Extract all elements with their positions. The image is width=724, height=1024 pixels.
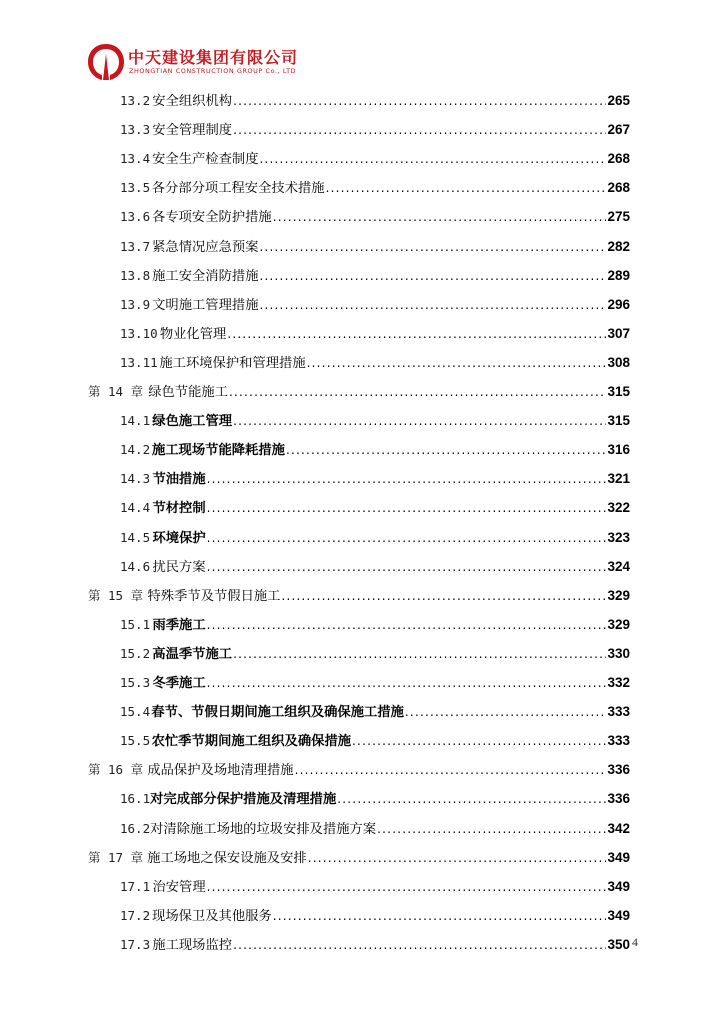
- toc-dot-leader: [352, 731, 606, 751]
- toc-entry-page: 342: [607, 820, 630, 836]
- toc-entry-title: 绿色节能施工: [148, 385, 228, 400]
- toc-dot-leader: [405, 702, 607, 722]
- toc-entry-page: 307: [607, 325, 630, 341]
- toc-dot-leader: [260, 266, 607, 286]
- toc-dot-leader: [286, 440, 607, 460]
- toc-entry[interactable]: [120, 324, 630, 344]
- toc-dot-leader: [233, 91, 606, 111]
- toc-entry-title: 施工现场节能降耗措施: [151, 443, 285, 459]
- toc-entry-title: 雨季施工: [152, 617, 206, 633]
- toc-entry-page: 333: [607, 704, 630, 720]
- toc-entry-page: 322: [607, 500, 630, 516]
- toc-dot-leader: [337, 789, 606, 809]
- toc-entry-number: 13.9: [120, 296, 151, 312]
- toc-dot-leader: [207, 498, 607, 518]
- toc-entry-number: 17.3: [120, 936, 151, 952]
- toc-entry-page: 323: [607, 529, 630, 545]
- toc-entry-number: 15.2: [120, 645, 151, 661]
- toc-entry-title: 紧急情况应急预案: [152, 239, 259, 255]
- toc-entry-title: 节油措施: [152, 472, 206, 488]
- toc-entry-number: 16.2: [120, 820, 151, 836]
- toc-entry-title: 节材控制: [152, 501, 206, 517]
- toc-entry-number: 13.7: [120, 238, 151, 254]
- toc-entry[interactable]: [88, 382, 630, 402]
- toc-entry-title: 现场保卫及其他服务: [152, 908, 272, 924]
- toc-entry-title: 冬季施工: [152, 676, 206, 691]
- toc-entry-page: 349: [607, 878, 630, 894]
- toc-entry-number: 13.6: [120, 209, 151, 225]
- toc-entry[interactable]: [88, 848, 630, 868]
- toc-entry[interactable]: [120, 528, 630, 548]
- toc-dot-leader: [308, 848, 607, 868]
- toc-entry-page: 329: [607, 587, 630, 603]
- toc-entry-page: 332: [607, 675, 630, 690]
- toc-entry-page: 336: [607, 762, 630, 778]
- toc-entry-title: 特殊季节及节假日施工: [147, 588, 281, 604]
- toc-entry-number: 17.2: [120, 907, 151, 923]
- toc-entry-page: 316: [607, 442, 630, 458]
- toc-entry-page: 275: [607, 209, 630, 225]
- toc-entry-number: 15.3: [120, 675, 151, 690]
- toc-dot-leader: [260, 237, 607, 257]
- toc-entry[interactable]: [120, 877, 630, 897]
- company-logo-icon: [86, 42, 126, 82]
- toc-dot-leader: [227, 324, 606, 344]
- toc-entry-page: 329: [607, 616, 630, 632]
- toc-entry-page: 268: [607, 151, 630, 167]
- toc-entry-page: 282: [607, 238, 630, 254]
- toc-entry[interactable]: [120, 819, 630, 839]
- toc-entry-title: 施工环境保护和管理措施: [159, 355, 306, 371]
- toc-entry-title: 物业化管理: [159, 326, 227, 342]
- toc-entry[interactable]: [120, 673, 630, 693]
- toc-entry-title: 绿色施工管理: [152, 414, 233, 430]
- toc-dot-leader: [295, 760, 607, 780]
- toc-entry[interactable]: [120, 295, 630, 315]
- toc-entry[interactable]: [120, 702, 630, 722]
- page-number: 4: [632, 935, 638, 949]
- toc-entry[interactable]: [120, 120, 630, 140]
- toc-dot-leader: [207, 557, 607, 577]
- toc-entry-page: 265: [607, 93, 630, 108]
- toc-entry[interactable]: [120, 440, 630, 460]
- toc-dot-leader: [207, 615, 607, 635]
- toc-entry-title: 安全管理制度: [152, 123, 233, 139]
- toc-entry-title: 施工安全消防措施: [152, 268, 259, 284]
- toc-entry-page: 315: [607, 413, 630, 429]
- toc-entry-title: 春节、节假日期间施工组织及确保施工措施: [151, 705, 404, 721]
- toc-entry-number: 15.4: [120, 704, 151, 720]
- toc-dot-leader: [273, 906, 607, 926]
- toc-entry-title: 施工场地之保安设施及安排: [147, 850, 307, 866]
- toc-entry-title: 各分部分项工程安全技术措施: [151, 181, 325, 197]
- toc-entry-number: 14.5: [120, 529, 151, 545]
- toc-dot-leader: [233, 644, 606, 664]
- toc-entry-page: 268: [607, 180, 630, 196]
- toc-entry-title: 安全生产检查制度: [152, 152, 259, 168]
- toc-entry-title: 扰民方案: [152, 559, 206, 575]
- toc-entry-title: 对完成部分保护措施及清理措施: [150, 792, 337, 808]
- toc-entry-page: 308: [607, 354, 630, 370]
- page-header: [86, 42, 326, 86]
- toc-dot-leader: [260, 295, 607, 315]
- toc-entry-number: 第 17 章: [88, 849, 144, 865]
- toc-entry-number: 13.3: [120, 122, 151, 138]
- toc-entry-page: 267: [607, 122, 630, 138]
- toc-entry-number: 13.5: [120, 180, 151, 196]
- toc-entry-page: 333: [607, 733, 630, 749]
- toc-entry-title: 施工现场监控: [152, 937, 233, 953]
- toc-entry-number: 17.1: [120, 878, 151, 894]
- toc-entry[interactable]: [120, 178, 630, 198]
- toc-entry-number: 13.11: [120, 354, 158, 370]
- toc-entry[interactable]: [120, 353, 630, 373]
- toc-entry-title: 对清除施工场地的垃圾安排及措施方案: [150, 821, 377, 837]
- toc-entry-number: 14.1: [120, 413, 151, 429]
- toc-entry-number: 13.10: [120, 325, 158, 341]
- toc-dot-leader: [377, 819, 606, 839]
- toc-entry-page: 336: [607, 791, 630, 807]
- toc-dot-leader: [307, 353, 607, 373]
- toc-dot-leader: [233, 411, 606, 431]
- toc-entry-number: 14.6: [120, 558, 151, 574]
- toc-entry-number: 13.2: [120, 93, 151, 108]
- toc-entry[interactable]: [120, 789, 630, 809]
- toc-entry[interactable]: [120, 91, 630, 111]
- toc-entry-page: 289: [607, 267, 630, 283]
- toc-entry[interactable]: [120, 266, 630, 286]
- toc-entry-number: 第 16 章: [88, 762, 144, 778]
- toc-entry-number: 第 15 章: [88, 587, 144, 603]
- toc-dot-leader: [233, 935, 606, 955]
- toc-entry[interactable]: [120, 149, 630, 169]
- toc-dot-leader: [229, 382, 606, 402]
- toc-entry-number: 13.4: [120, 151, 151, 167]
- toc-entry-title: 高温季节施工: [152, 646, 233, 662]
- toc-entry-page: 296: [607, 296, 630, 312]
- toc-dot-leader: [326, 178, 607, 198]
- toc-entry-number: 15.5: [120, 733, 151, 749]
- toc-entry-page: 324: [607, 558, 630, 574]
- toc-entry[interactable]: [120, 935, 630, 955]
- toc-entry-page: 349: [607, 849, 630, 865]
- toc-entry-title: 治安管理: [152, 879, 206, 895]
- toc-dot-leader: [207, 469, 607, 489]
- toc-entry-number: 15.1: [120, 616, 151, 632]
- toc-entry-page: 349: [607, 907, 630, 923]
- toc-entry[interactable]: [120, 207, 630, 227]
- toc-entry-page: 321: [607, 471, 630, 487]
- toc-entry[interactable]: [120, 906, 630, 926]
- toc-entry-number: 16.1: [120, 791, 151, 807]
- toc-entry-number: 13.8: [120, 267, 151, 283]
- toc-entry[interactable]: [88, 586, 630, 606]
- company-name-en: ZHONGTIAN CONSTRUCTION GROUP Co., LTD: [129, 67, 297, 75]
- toc-entry[interactable]: [120, 411, 630, 431]
- toc-entry-title: 成品保护及场地清理措施: [147, 763, 294, 779]
- toc-entry-title: 文明施工管理措施: [152, 297, 259, 313]
- toc-entry-page: 330: [607, 645, 630, 661]
- toc-dot-leader: [207, 877, 607, 897]
- toc-entry[interactable]: [120, 469, 630, 489]
- company-name-cn: 中天建设集团有限公司: [128, 48, 299, 67]
- toc-entry-page: 350: [607, 936, 630, 952]
- toc-entry[interactable]: [120, 498, 630, 518]
- toc-entry[interactable]: [120, 237, 630, 257]
- toc-entry[interactable]: [120, 644, 630, 664]
- toc-entry-title: 安全组织机构: [152, 94, 233, 109]
- toc-dot-leader: [207, 673, 607, 693]
- toc-entry[interactable]: [88, 760, 630, 780]
- toc-entry[interactable]: [120, 731, 630, 751]
- toc-entry-number: 14.3: [120, 471, 151, 487]
- toc-entry[interactable]: [120, 557, 630, 577]
- toc-dot-leader: [233, 120, 606, 140]
- toc-entry-number: 第 14 章: [88, 384, 144, 399]
- toc-entry-number: 14.4: [120, 500, 151, 516]
- toc-entry-title: 农忙季节期间施工组织及确保措施: [151, 734, 352, 750]
- toc-entry[interactable]: [120, 615, 630, 635]
- toc-entry-number: 14.2: [120, 442, 151, 458]
- toc-dot-leader: [273, 207, 607, 227]
- toc-entry-title: 环境保护: [152, 530, 206, 546]
- toc-entry-title: 各专项安全防护措施: [152, 210, 272, 226]
- toc-dot-leader: [207, 528, 607, 548]
- toc-dot-leader: [260, 149, 607, 169]
- toc-dot-leader: [281, 586, 606, 606]
- toc-entry-page: 315: [607, 384, 630, 399]
